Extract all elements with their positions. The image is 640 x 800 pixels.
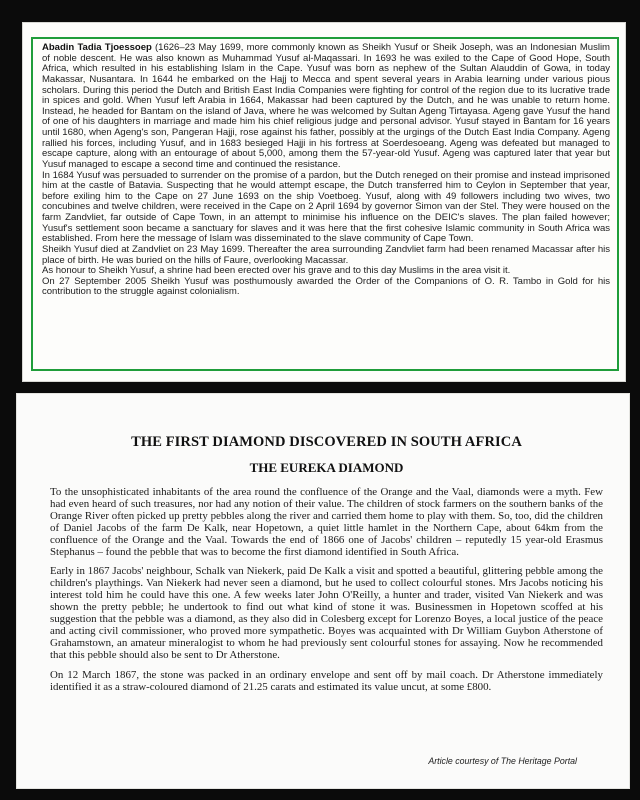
biography-text	[42, 43, 610, 298]
bio-paragraph-3: Sheikh Yusuf died at Zandvliet on 23 May 1699. Thereafter the area surrounding Zandvliet farm had been renamed Macassar after his place of birth. He was buried on the hills of Faure, overlooking Macassar.	[42, 243, 610, 266]
diamond-title: THE FIRST DIAMOND DISCOVERED IN SOUTH AFRICA	[131, 434, 522, 450]
bio-paragraph-5: On 27 September 2005 Sheikh Yusuf was posthumously awarded the Order of the Companions of O. R. Tambo in Gold for his contribution to the struggle against colonialism.	[42, 275, 610, 298]
diamond-subtitle: THE EUREKA DIAMOND	[249, 460, 404, 475]
biography-frame	[31, 37, 619, 371]
bio-name: Abadin Tadia Tjoessoep	[42, 42, 152, 53]
diamond-paragraph-1: To the unsophisticated inhabitants of the area round the confluence of the Orange and the Vaal, diamonds were a myth. Few had even heard of such treasures, nor had any notion of their value. The children of stock farmers on the southern banks of the Orange River often picked up pretty pebbles along the river and carried them home to play with them. So, too, did the children of Daniel Jacobs of the farm De Kalk, near Hopetown, a quiet little hamlet in the Northern Cape, about 64km from the confluence of the Orange and the Vaal. Towards the end of 1866 one of Jacobs' children – reputedly 15 year-old Erasmus Stephanus – found the pebble that was to become the first diamond identified in South Africa.	[50, 486, 603, 558]
bio-paragraph-2: In 1684 Yusuf was persuaded to surrender on the promise of a pardon, but the Dutch reneged on their promise and instead imprisoned him at the castle of Batavia. Suspecting that he would attempt escape, the Dutch transferred him to Ceylon in September that year, before exiling him to the Cape on 27 June 1693 on the ship Voetboeg. Yusuf, along with 49 followers including two wives, two concubines and twelve children, were received in the Cape on 2 April 1694 by governor Simon van der Stel. They were housed on the farm Zandvliet, far outside of Cape Town, in an attempt to minimise his influence on the DEIC's slaves. The plan failed however; Yusuf's settlement soon became a sanctuary for slaves and it was here that the first cohesive Islamic community in South Africa was established. From here the message of Islam was disseminated to the slave community of Cape Town.	[42, 169, 610, 245]
bio-text-1: (1626–23 May 1699, more commonly known as Sheikh Yusuf or Sheik Joseph, was an Indonesian Muslim of noble descent. He was also known as Muhammad Yusuf al-Maqassari. In 1693 he was exiled to the Cape of Good Hope, South Africa, which resulted in his establishing Islam in the Cape. Yusuf was born as nephew of the Sultan Alauddin of Gowa, in today Makassar, Nusantara. In 1644 he embarked on the Hajj to Mecca and spent several years in Arabia learning under various pious scholars. During this period the Dutch and British East India Companies were fighting for control of the region due to its lucrative trade in spices and gold. When Yusuf left Arabia in 1664, Makassar had been captured by the Dutch, and he was unable to return home. Instead, he headed for Bantam on the island of Java, where he was welcomed by Sultan Ageng Tirtayasa. Ageng gave Yusuf the hand of one of his daughters in marriage and made him his chief religious judge and personal advisor. Yusuf stayed in Bantam for 16 years until 1680, when Ageng's son, Pangeran Hajji, rose against his father, possibly at the urgings of the Dutch East India Company. Ageng rallied his forces, including Yusuf, and in 1683 besieged Hajji in his fortress at Soerdesoeang. Ageng was defeated but managed to escape capture, along with an entourage of about 5,000, among them the 57-year-old Yusuf. Ageng was captured later that year but Yusuf managed to escape a second time and continued the resistance.	[42, 42, 610, 170]
diamond-paragraph-2: Early in 1867 Jacobs' neighbour, Schalk van Niekerk, paid De Kalk a visit and spotted a beautiful, glittering pebble among the children's playthings. Van Niekerk had never seen a diamond, but he used to collect colourful stones. Mrs Jacobs noticing his interest told him he could have this one. A few weeks later John O'Reilly, a hunter and trader, visited Van Niekerk and was shown the pretty pebble; he undertook to find out what kind of stone it was. Businessmen in Hopetown scoffed at his suggestion that the pebble was a diamond, as they also did in Colesberg except for Lorenzo Boyes, a local justice of the peace and acting civil commissioner, who proved more sympathetic. Boyes was acquainted with Dr William Guybon Atherstone of Grahamstown, an amateur mineralogist to whom he had previously sent colourful stones for assaying. Now he recommended that this pebble should also be sent to Dr Atherstone.	[50, 565, 603, 661]
diamond-card	[16, 393, 630, 789]
bio-paragraph-1	[42, 43, 610, 171]
article-credit: Article courtesy of The Heritage Portal	[428, 756, 577, 766]
bio-paragraph-4: As honour to Sheikh Yusuf, a shrine had been erected over his grave and to this day Muslims in the area visit it.	[42, 265, 511, 277]
biography-card	[22, 22, 626, 382]
diamond-paragraph-3: On 12 March 1867, the stone was packed in an ordinary envelope and sent off by mail coach. Dr Atherstone immediately identified it as a straw-coloured diamond of 21.25 carats and estimated its value uncut, at some £800.	[50, 668, 603, 693]
